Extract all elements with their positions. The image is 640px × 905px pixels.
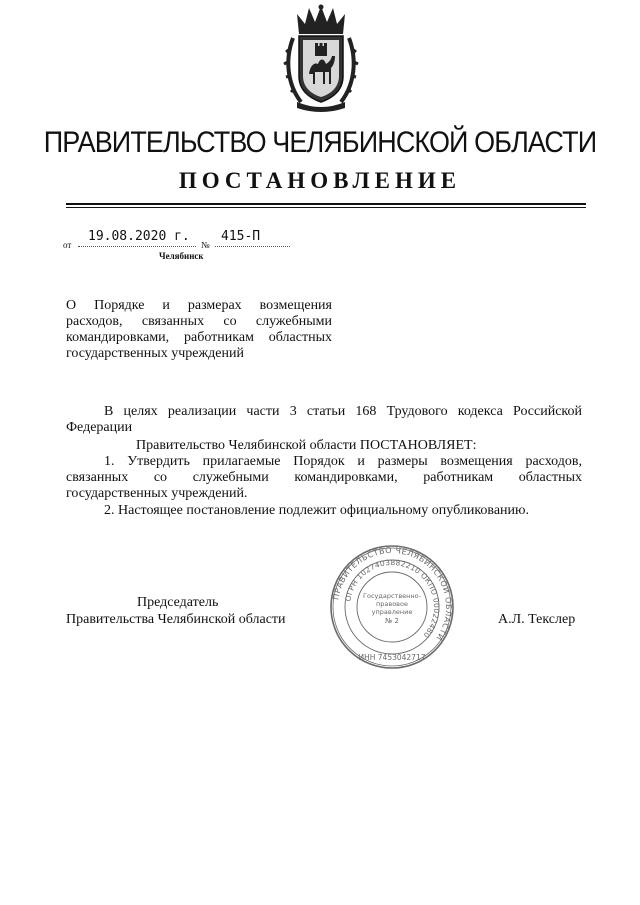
document-city: Челябинск [159, 251, 204, 261]
document-subject [66, 298, 332, 362]
item-1-line: 1. Утвердить прилагаемые Порядок и размеры возмещения расходов, [104, 454, 582, 469]
organization-name: ПРАВИТЕЛЬСТВО ЧЕЛЯБИНСКОЙ ОБЛАСТИ [43, 126, 597, 159]
signatory-name: А.Л. Текслер [498, 612, 576, 627]
stamp-center-line: управление [371, 608, 413, 616]
item-1-line: связанных со служебными командировками, работникам областных [66, 470, 582, 485]
header-rule-thin [66, 207, 586, 208]
item-2: 2. Настоящее постановление подлежит официальному опубликованию. [104, 503, 529, 518]
number-underline [215, 246, 290, 247]
signatory-title-line1: Председатель [137, 595, 219, 610]
date-underline [78, 246, 196, 247]
header-rule [66, 203, 586, 205]
paragraph-preamble-line: Федерации [66, 420, 133, 435]
document-body [66, 404, 582, 519]
subject-line: расходов, связанных со служебными [66, 314, 332, 329]
stamp-center-line: № 2 [385, 617, 399, 625]
subject-line: О Порядке и размерах возмещения [66, 298, 332, 313]
coat-of-arms-emblem [283, 4, 359, 112]
stamp-inner-text: ОГРН 1027403882210 ОКПО 00022480 [343, 557, 442, 640]
subject-line: командировками, работникам областных [66, 330, 332, 345]
document-type: ПОСТАНОВЛЕНИЕ [178, 168, 462, 193]
subject-line: государственных учреждений [66, 346, 244, 361]
document-date: 19.08.2020 г. [88, 229, 190, 244]
signatory-title-line2: Правительства Челябинской области [66, 612, 286, 627]
number-prefix: № [201, 240, 210, 250]
official-seal-stamp [322, 544, 462, 670]
item-1-line: государственных учреждений. [66, 486, 248, 501]
resolution-clause: Правительство Челябинской области ПОСТАНОВЛЯЕТ: [136, 438, 477, 453]
stamp-center-line: правовое [376, 600, 408, 608]
stamp-center-line: Государственно- [363, 592, 421, 600]
paragraph-preamble-line: В целях реализации части 3 статьи 168 Трудового кодекса Российской [104, 404, 582, 419]
stamp-outer-text: ПРАВИТЕЛЬСТВО ЧЕЛЯБИНСКОЙ ОБЛАСТИ [331, 545, 454, 643]
stamp-inn-text: ИНН 7453042717 [358, 653, 426, 662]
date-prefix: от [63, 240, 72, 250]
document-number: 415-П [221, 229, 261, 244]
